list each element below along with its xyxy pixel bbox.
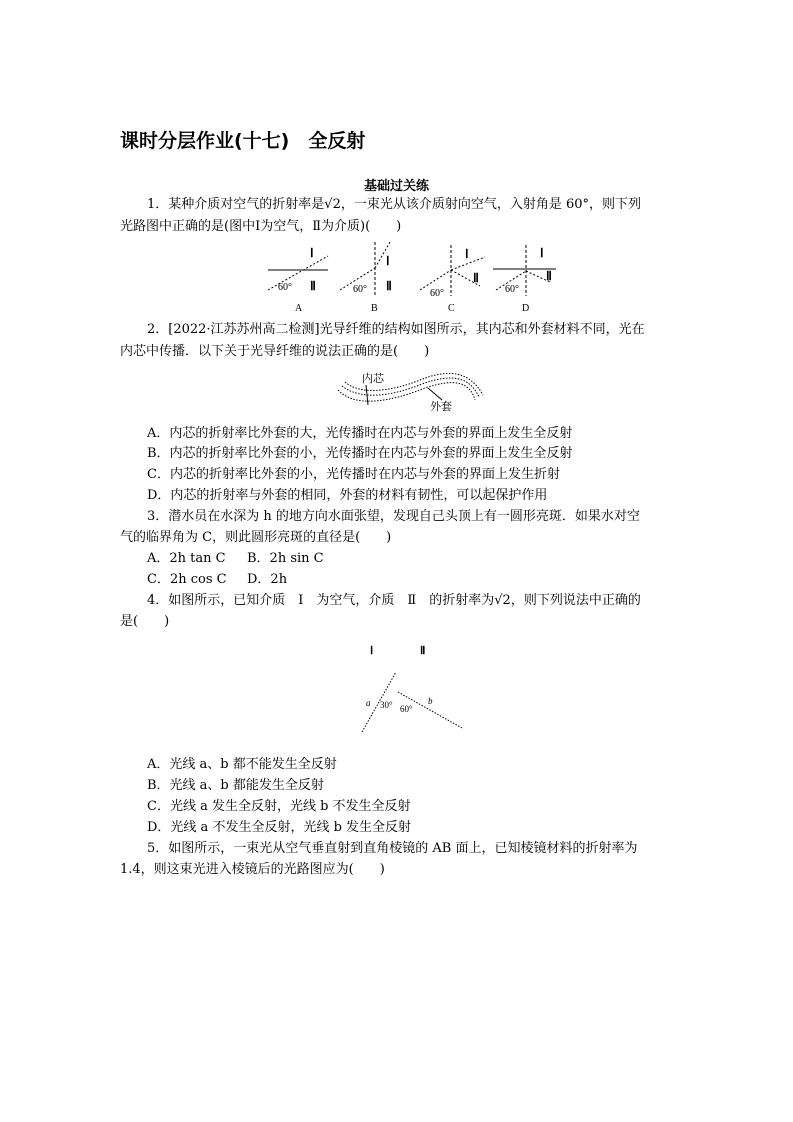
svg-text:Ⅱ: Ⅱ xyxy=(386,279,392,293)
svg-text:Ⅰ: Ⅰ xyxy=(540,246,544,260)
svg-text:C: C xyxy=(448,303,455,314)
svg-text:Ⅱ: Ⅱ xyxy=(310,279,316,293)
q4-option-a: A．光线 a、b 都不能发生全反射 xyxy=(147,757,337,772)
page-title: 课时分层作业(十七) 全反射 xyxy=(120,130,366,152)
q4-option-c: C．光线 a 发生全反射，光线 b 不发生全反射 xyxy=(147,799,411,814)
q1-line2: 光路图中正确的是(图中Ⅰ为空气，Ⅱ为介质)( ) xyxy=(120,219,402,234)
q4-line1: 4．如图所示，已知介质 Ⅰ 为空气，介质 Ⅱ 的折射率为√2，则下列说法中正确的 xyxy=(147,593,641,608)
q1-figure xyxy=(260,240,570,315)
q4-option-b: B．光线 a、b 都能发生全反射 xyxy=(147,778,324,793)
q2-option-b: B．内芯的折射率比外套的小，光传播时在内芯与外套的界面上发生全反射 xyxy=(147,446,573,461)
q2-line2: 内芯中传播．以下关于光导纤维的说法正确的是( ) xyxy=(120,344,430,359)
svg-text:B: B xyxy=(371,303,378,314)
q2-line1: 2．[2022·江苏苏州高二检测]光导纤维的结构如图所示，其内芯和外套材料不同，光在 xyxy=(147,322,645,337)
svg-text:Ⅱ: Ⅱ xyxy=(420,645,426,657)
svg-text:A: A xyxy=(295,303,303,314)
svg-text:60°: 60° xyxy=(400,704,413,714)
svg-text:b: b xyxy=(428,696,433,706)
svg-text:60°: 60° xyxy=(353,284,367,295)
svg-text:Ⅱ: Ⅱ xyxy=(546,269,552,283)
svg-text:D: D xyxy=(522,303,530,314)
q3-option-d: D．2h xyxy=(247,572,288,587)
svg-text:a: a xyxy=(366,698,371,708)
q2-option-d: D．内芯的折射率与外套的相同，外套的材料有韧性，可以起保护作用 xyxy=(147,488,548,503)
svg-text:Ⅱ: Ⅱ xyxy=(473,271,479,285)
q2-option-c: C．内芯的折射率比外套的小，光传播时在内芯与外套的界面上发生折射 xyxy=(147,467,560,482)
svg-text:Ⅰ: Ⅰ xyxy=(310,246,314,260)
svg-text:60°: 60° xyxy=(505,284,519,295)
q4-option-d: D．光线 a 不发生全反射，光线 b 发生全反射 xyxy=(147,820,412,835)
q4-line2: 是( ) xyxy=(120,614,170,629)
q2-fiber-figure xyxy=(320,360,490,415)
q3-option-a: A．2h tan C xyxy=(147,551,226,566)
svg-text:内芯: 内芯 xyxy=(362,373,384,385)
svg-text:Ⅰ: Ⅰ xyxy=(465,247,469,261)
svg-text:Ⅰ: Ⅰ xyxy=(370,645,374,657)
section-heading: 基础过关练 xyxy=(363,179,429,194)
svg-text:Ⅰ: Ⅰ xyxy=(386,254,390,268)
svg-text:60°: 60° xyxy=(430,288,444,299)
q2-option-a: A．内芯的折射率比外套的大，光传播时在内芯与外套的界面上发生全反射 xyxy=(147,426,573,441)
q3-option-b: B．2h sin C xyxy=(247,551,324,566)
q3-option-c: C．2h cos C xyxy=(147,572,227,587)
q3-line1: 3．潜水员在水深为 h 的地方向水面张望，发现自己头顶上有一圆形亮斑．如果水对空 xyxy=(147,509,640,524)
q5-line2: 1.4，则这束光进入棱镜后的光路图应为( ) xyxy=(120,862,385,877)
q1-line1: 1．某种介质对空气的折射率是√2，一束光从该介质射向空气，入射角是 60°，则下列 xyxy=(147,197,642,212)
q5-line1: 5．如图所示，一束光从空气垂直射到直角棱镜的 AB 面上，已知棱镜材料的折射率为 xyxy=(147,841,638,856)
svg-text:30°: 30° xyxy=(380,700,393,710)
svg-text:外套: 外套 xyxy=(430,401,452,413)
q4-figure xyxy=(350,640,470,740)
svg-text:60°: 60° xyxy=(278,282,292,293)
q3-line2: 气的临界角为 C，则此圆形亮斑的直径是( ) xyxy=(120,530,392,545)
